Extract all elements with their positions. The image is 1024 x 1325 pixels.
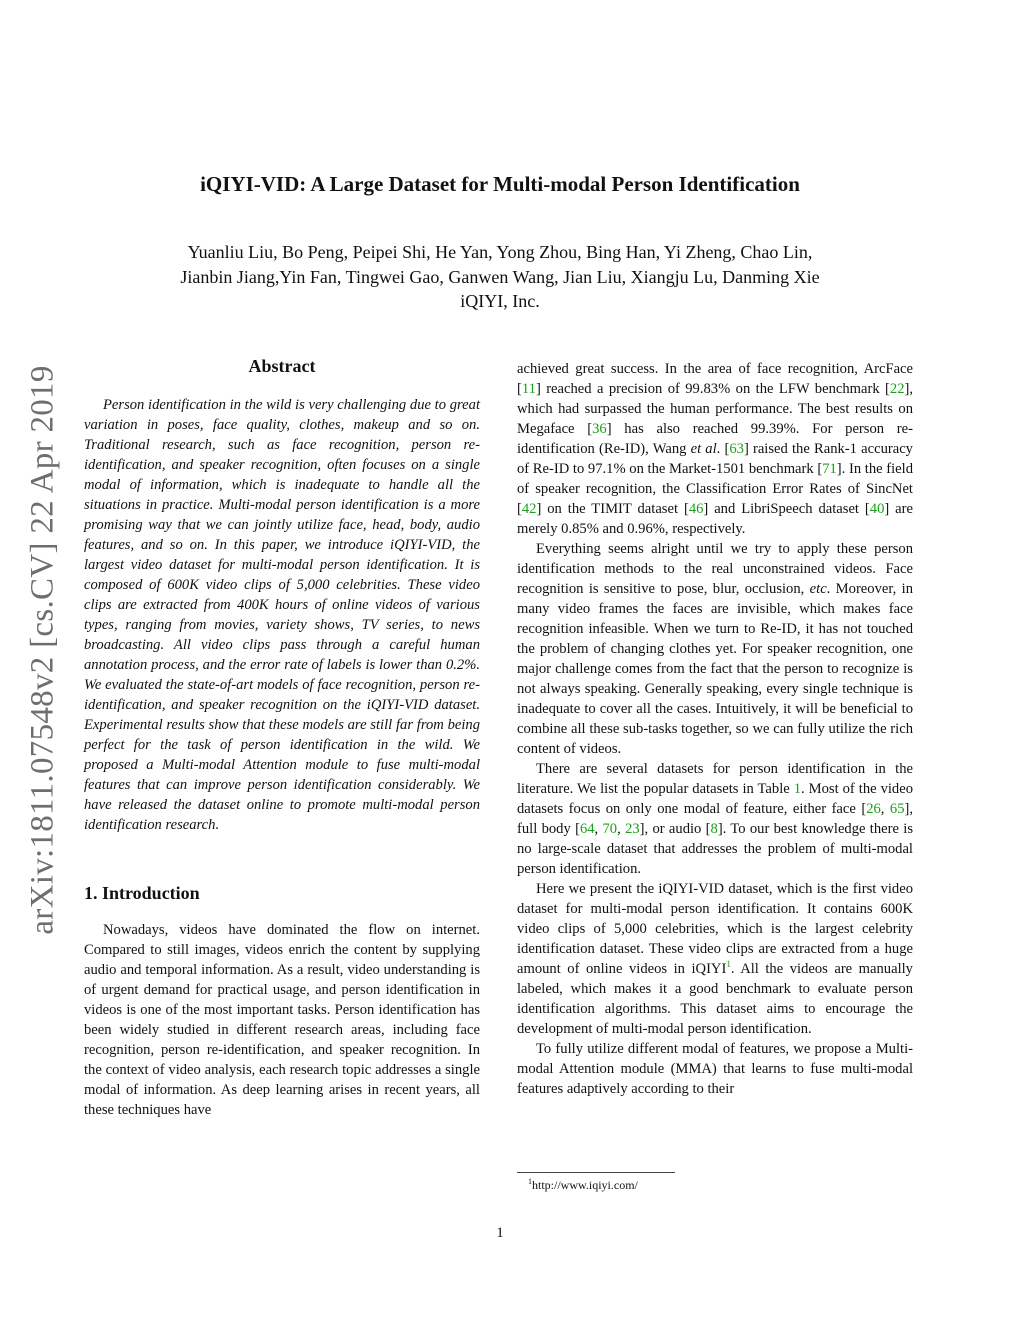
intro-paragraph-5: Here we present the iQIYI-VID dataset, which is the first video dataset for multi-modal person identification. It contains 600K video clips of 5,000 celebrities, which is the largest celebrity identification dataset. These video clips are extracted from a huge amount of online videos in iQIYI$^1$. All the videos are manually labeled, which makes it a good benchmark to evaluate person identification algorithms. This dataset aims to encourage the development of multi-modal person identification. <box>517 881 913 1037</box>
page-number: 1 <box>496 1225 504 1241</box>
citation-link[interactable]: 63 <box>729 441 744 457</box>
citation-link[interactable]: 36 <box>592 421 607 437</box>
author-line-2: Jianbin Jiang,Yin Fan, Tingwei Gao, Ganwen Wang, Jian Liu, Xiangju Lu, Danming Xie <box>180 266 820 287</box>
paper-title: iQIYI-VID: A Large Dataset for Multi-modal Person Identification <box>200 172 800 196</box>
citation-link[interactable]: 70 <box>602 821 618 837</box>
citation-link[interactable]: 11 <box>521 381 536 397</box>
section-heading-introduction: 1. Introduction <box>84 883 200 903</box>
citation-link[interactable]: 8 <box>710 821 718 837</box>
affiliation: iQIYI, Inc. <box>460 291 540 311</box>
citation-link[interactable]: 42 <box>521 501 537 517</box>
intro-paragraph-6: To fully utilize different modal of features, we propose a Multi-modal Attention module (MMA) that learns to fuse multi-modal features adaptively according to their <box>517 1041 913 1097</box>
author-block <box>0 240 1000 314</box>
intro-paragraph-4: There are several datasets for person identification in the literature. We list the popular datasets in Table 1. Most of the video datasets focus on only one modal of feature, either face [26, 65], full body [64, 70, 23], or audio [8]. To our best knowledge there is no large-scale dataset that addresses the problem of multi-modal person identification. <box>517 761 914 877</box>
arxiv-sidebar <box>18 340 68 960</box>
left-column <box>84 356 480 1120</box>
citation-link[interactable]: 64 <box>579 821 595 837</box>
intro-paragraph-3: Everything seems alright until we try to apply these person identification methods to the real unconstrained videos. Face recognition is sensitive to pose, blur, occlusion, etc. Moreover, in many video frames the faces are invisible, which makes face recognition infeasible. When we turn to Re-ID, it has not touched the problem of changing clothes yet. For speaker recognition, one major challenge comes from the fact that the person to recognize is not always speaking. Generally speaking, every single technique is inadequate to cover all the cases. Intuitively, it will be beneficial to combine all these sub-tasks together, so we can fully utilize the rich content of videos. <box>517 541 913 757</box>
right-column <box>517 359 913 1099</box>
author-line-1: Yuanliu Liu, Bo Peng, Peipei Shi, He Yan, Yong Zhou, Bing Han, Yi Zheng, Chao Lin, <box>187 242 813 262</box>
citation-link[interactable]: 65 <box>889 801 905 817</box>
intro-paragraph-1: Nowadays, videos have dominated the flow on internet. Compared to still images, videos enrich the content by supplying audio and temporal information. As a result, video understanding is of urgent demand for practical usage, and person identification in videos is one of the most important tasks. Person identification has been widely studied in different research areas, including face recognition, person re-identification, and speaker recognition. In the context of video analysis, each research topic addresses a single modal of information. As deep learning arises in recent years, all these techniques have <box>84 922 480 1118</box>
footnote-divider <box>517 1172 675 1173</box>
footnote-url[interactable]: http://www.iqiyi.com/ <box>532 1178 638 1192</box>
citation-link[interactable]: 26 <box>866 801 881 817</box>
citation-link[interactable]: 22 <box>889 381 905 397</box>
table-reference-link[interactable]: 1 <box>793 781 802 797</box>
abstract-heading: Abstract <box>248 356 316 376</box>
footnote-marker-link[interactable]: 1 <box>726 959 731 970</box>
citation-link[interactable]: 46 <box>688 501 704 517</box>
footnote-mark: 1 <box>528 1177 532 1186</box>
citation-link[interactable]: 40 <box>869 501 885 517</box>
footnote <box>528 1178 638 1193</box>
arxiv-identifier: arXiv:1811.07548v2 [cs.CV] 22 Apr 2019 <box>24 365 61 935</box>
intro-paragraph-2: achieved great success. In the area of face recognition, ArcFace [11] reached a precision of 99.83% on the LFW benchmark [22], which had surpassed the human performance. The best results on Megaface [36] has also reached 99.39%. For person re-identification (Re-ID), Wang et al. [63] raised the Rank-1 accuracy of Re-ID to 97.1% on the Market-1501 benchmark [71]. In the field of speaker recognition, the Classification Error Rates of SincNet [42] on the TIMIT dataset [46] and LibriSpeech dataset [40] are merely 0.85% and 0.96%, respectively. <box>517 361 913 537</box>
citation-link[interactable]: 71 <box>822 461 837 477</box>
abstract-text: Person identification in the wild is very challenging due to great variation in poses, face quality, clothes, makeup and so on. Traditional research, such as face recognition, person re-identification, and speaker recognition, often focuses on a single modal of information, which is inadequate to handle all the situations in practice. Multi-modal person identification is a more promising way that we can jointly utilize face, head, body, audio features, and so on. In this paper, we introduce iQIYI-VID, the largest video dataset for multi-modal person identification. It is composed of 600K video clips of 5,000 celebrities. These video clips are extracted from 400K hours of online videos of various types, ranging from movies, variety shows, TV series, to news broadcasting. All video clips pass through a careful human annotation process, and the error rate of labels is lower than 0.2%. We evaluated the state-of-art models of face recognition, person re-identification, and speaker recognition on the iQIYI-VID dataset. Experimental results show that these models are still far from being perfect for the task of person identification in the wild. We proposed a Multi-modal Attention module to fuse multi-modal features that can improve person identification considerably. We have released the dataset online to promote multi-modal person identification research. <box>84 397 480 833</box>
citation-link[interactable]: 23 <box>625 821 640 837</box>
